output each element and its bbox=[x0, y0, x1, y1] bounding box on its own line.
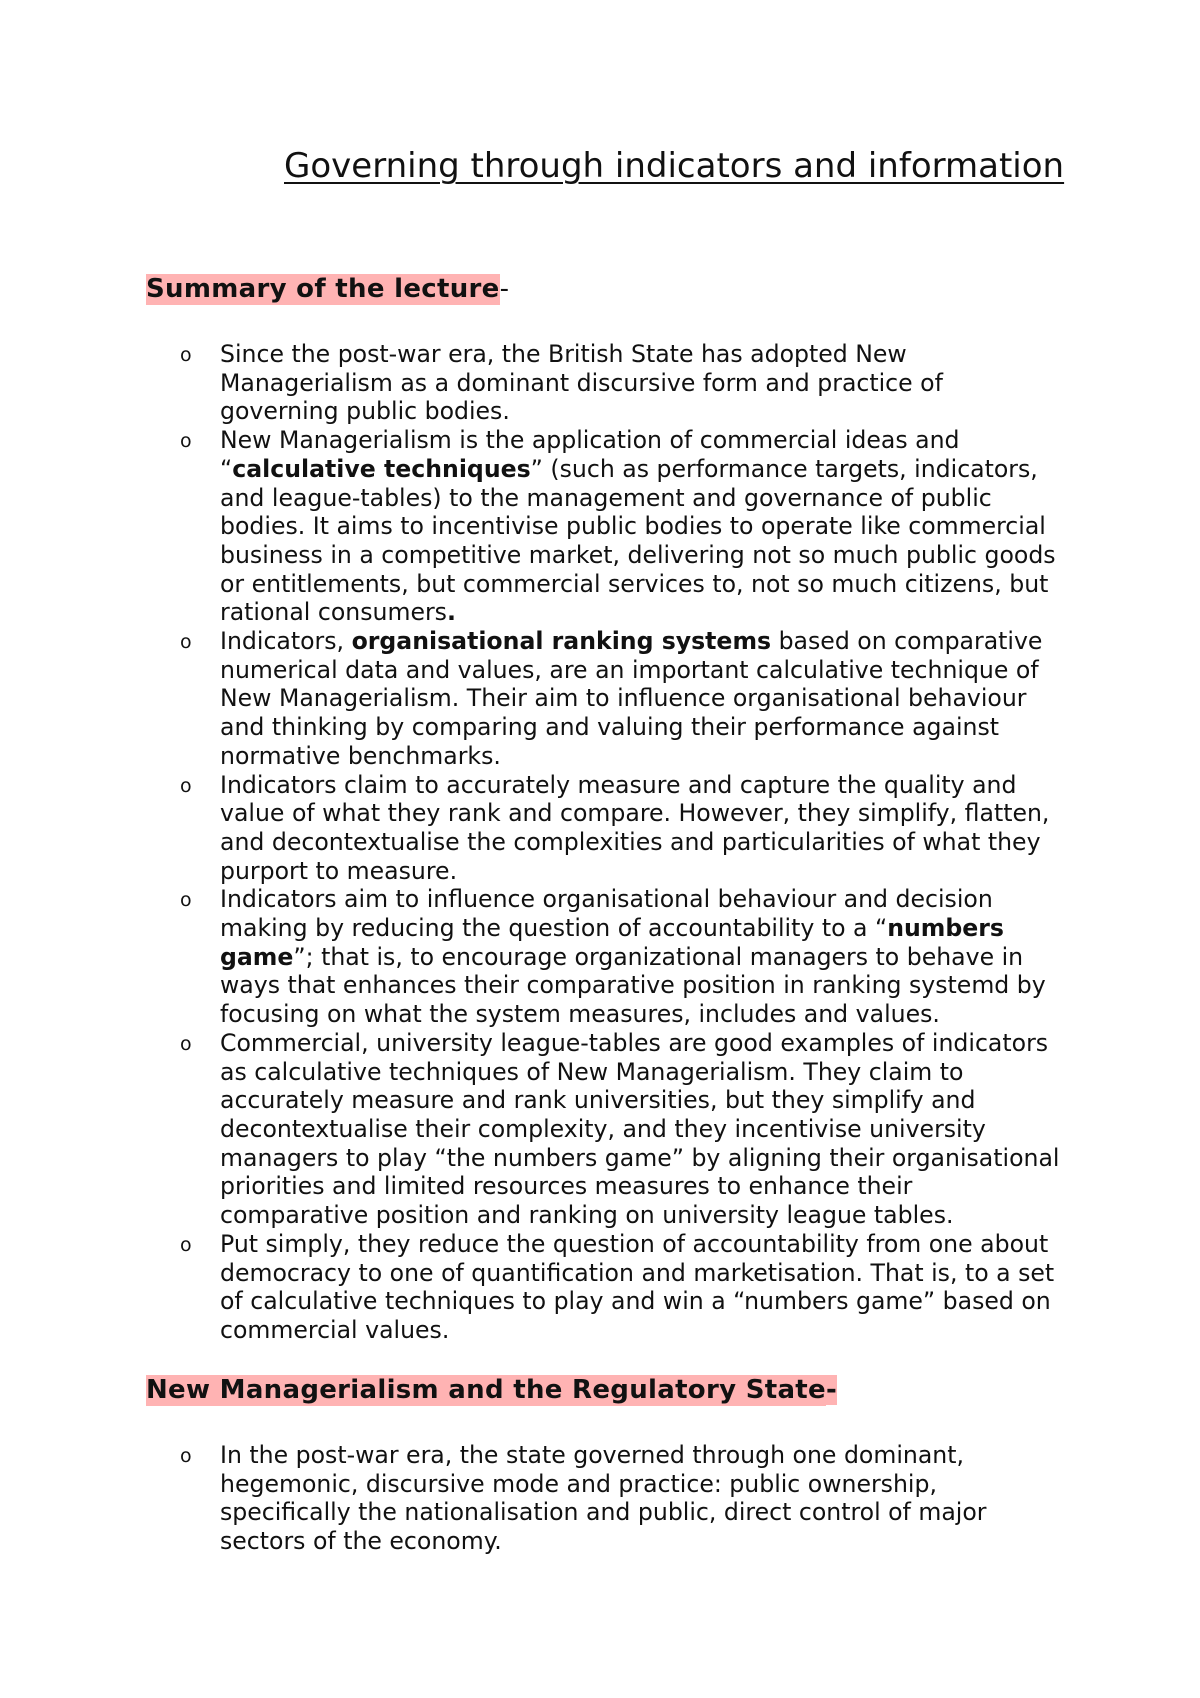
bullet-text: Indicators aim to influence organisational behaviour and decision making by reducing the question of accountability to a “ bbox=[220, 885, 993, 943]
bullet-marker-icon: o bbox=[180, 774, 192, 797]
section-heading-regulatory-state bbox=[146, 1373, 837, 1408]
bullet-text: Put simply, they reduce the question of accountability from one about democracy to one of quantification and marketisation. That is, to a set of calculative techniques to play and win a “numbers game” based on commercial values. bbox=[220, 1229, 1055, 1344]
list-item bbox=[146, 627, 1066, 771]
section-heading-summary bbox=[146, 272, 509, 307]
bullet-text: In the post-war era, the state governed through one dominant, hegemonic, discursive mode and practice: public ownership, specifically the nationalisation and public, direct control of major sectors of the economy. bbox=[220, 1441, 987, 1556]
bullet-marker-icon: o bbox=[180, 1233, 192, 1256]
regulatory-state-bullet-list bbox=[146, 1441, 1066, 1556]
section-heading-suffix: - bbox=[499, 274, 510, 304]
bullet-text: Indicators, bbox=[220, 627, 352, 656]
bold-term: . bbox=[446, 598, 456, 627]
list-item bbox=[146, 1029, 1066, 1230]
section-heading-text: Summary of the lecture bbox=[146, 274, 500, 304]
bullet-marker-icon: o bbox=[180, 631, 192, 654]
section-heading-suffix: - bbox=[825, 1375, 838, 1405]
bold-term: calculative techniques bbox=[232, 454, 531, 483]
list-item bbox=[146, 885, 1066, 1029]
bullet-marker-icon: o bbox=[180, 1032, 192, 1055]
section-heading-text: New Managerialism and the Regulatory State bbox=[146, 1375, 826, 1405]
bullet-text: based on comparative numerical data and values, are an important calculative technique of New Managerialism. Their aim to influence organisational behaviour and thinking by comparing and valuing their performance against normative benchmarks. bbox=[220, 627, 1043, 770]
document-title: Governing through indicators and information bbox=[284, 146, 1065, 186]
bullet-marker-icon: o bbox=[180, 1445, 192, 1467]
list-item bbox=[146, 771, 1066, 886]
bullet-marker-icon: o bbox=[180, 344, 192, 366]
list-item bbox=[146, 340, 1066, 426]
summary-bullet-list bbox=[146, 340, 1066, 1345]
bullet-text: New Managerialism is the application of commercial ideas and “ bbox=[220, 426, 960, 483]
bullet-text: ” (such as performance targets, indicators, and league-tables) to the management and governance of public bodies. It aims to incentivise public bodies to operate like commercial business in a competitive market, delivering not so much public goods or entitlements, but commercial services to, not so much citizens, but rational consumers bbox=[220, 454, 1056, 627]
bullet-text: Indicators claim to accurately measure and capture the quality and value of what they rank and compare. However, they simplify, flatten, and decontextualise the complexities and particularities of what they purport to measure. bbox=[220, 770, 1050, 885]
list-item bbox=[146, 1441, 1066, 1556]
bullet-marker-icon: o bbox=[180, 430, 192, 453]
list-item bbox=[146, 1230, 1066, 1345]
bullet-marker-icon: o bbox=[180, 889, 192, 912]
bold-term: numbers game bbox=[220, 914, 1004, 971]
list-item bbox=[146, 426, 1066, 627]
bold-term: organisational ranking systems bbox=[351, 627, 772, 656]
bullet-text: ”; that is, to encourage organizational managers to behave in ways that enhances their comparative position in ranking systemd by focusing on what the system measures, includes and values. bbox=[220, 942, 1046, 1029]
bullet-text: Since the post-war era, the British State has adopted New Managerialism as a dominant discursive form and practice of governing public bodies. bbox=[220, 340, 943, 426]
bullet-text: Commercial, university league-tables are good examples of indicators as calculative techniques of New Managerialism. They claim to accurately measure and rank universities, but they simplify and decontextualise their complexity, and they incentivise university managers to play “the numbers game” by aligning their organisational priorities and limited resources measures to enhance their comparative position and ranking on university league tables. bbox=[220, 1028, 1060, 1230]
